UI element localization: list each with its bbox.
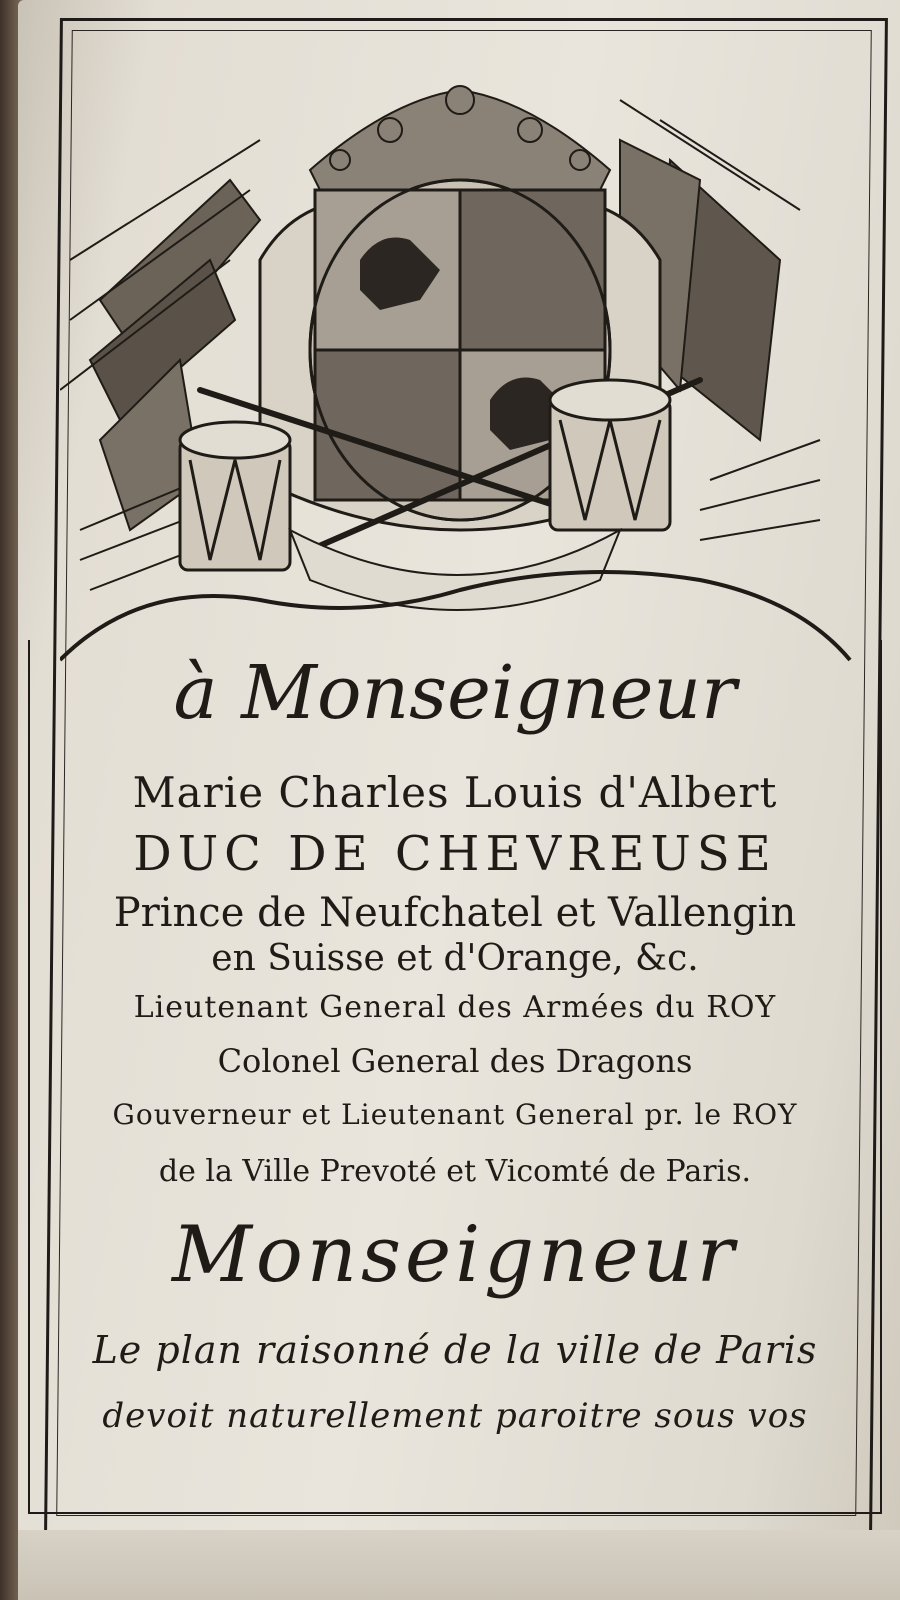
dedication-line-7: Colonel General des Dragons xyxy=(217,1042,693,1080)
coat-of-arms-engraving-icon xyxy=(60,60,860,680)
dedication-line-11: Le plan raisonné de la ville de Paris xyxy=(92,1328,818,1372)
ermine-icon xyxy=(290,530,620,610)
dedication-line-1: à Monseigneur xyxy=(173,650,737,736)
dedication-line-5: en Suisse et d'Orange, &c. xyxy=(211,938,699,979)
dedication-line-12: devoit naturellement paroitre sous vos xyxy=(102,1396,808,1436)
page-bottom-margin xyxy=(18,1530,900,1600)
crown-icon xyxy=(310,86,610,190)
dedication-line-2: Marie Charles Louis d'Albert xyxy=(132,768,778,817)
dedication-line-6: Lieutenant General des Armées du ROY xyxy=(133,990,777,1025)
dedication-line-10: Monseigneur xyxy=(171,1210,739,1300)
dedication-line-9: de la Ville Prevoté et Vicomté de Paris. xyxy=(158,1154,752,1189)
dedication-line-3: DUC DE CHEVREUSE xyxy=(133,826,777,882)
dedication-line-8: Gouverneur et Lieutenant General pr. le ROY xyxy=(112,1098,798,1131)
dedication-line-4: Prince de Neufchatel et Vallengin xyxy=(113,890,797,936)
